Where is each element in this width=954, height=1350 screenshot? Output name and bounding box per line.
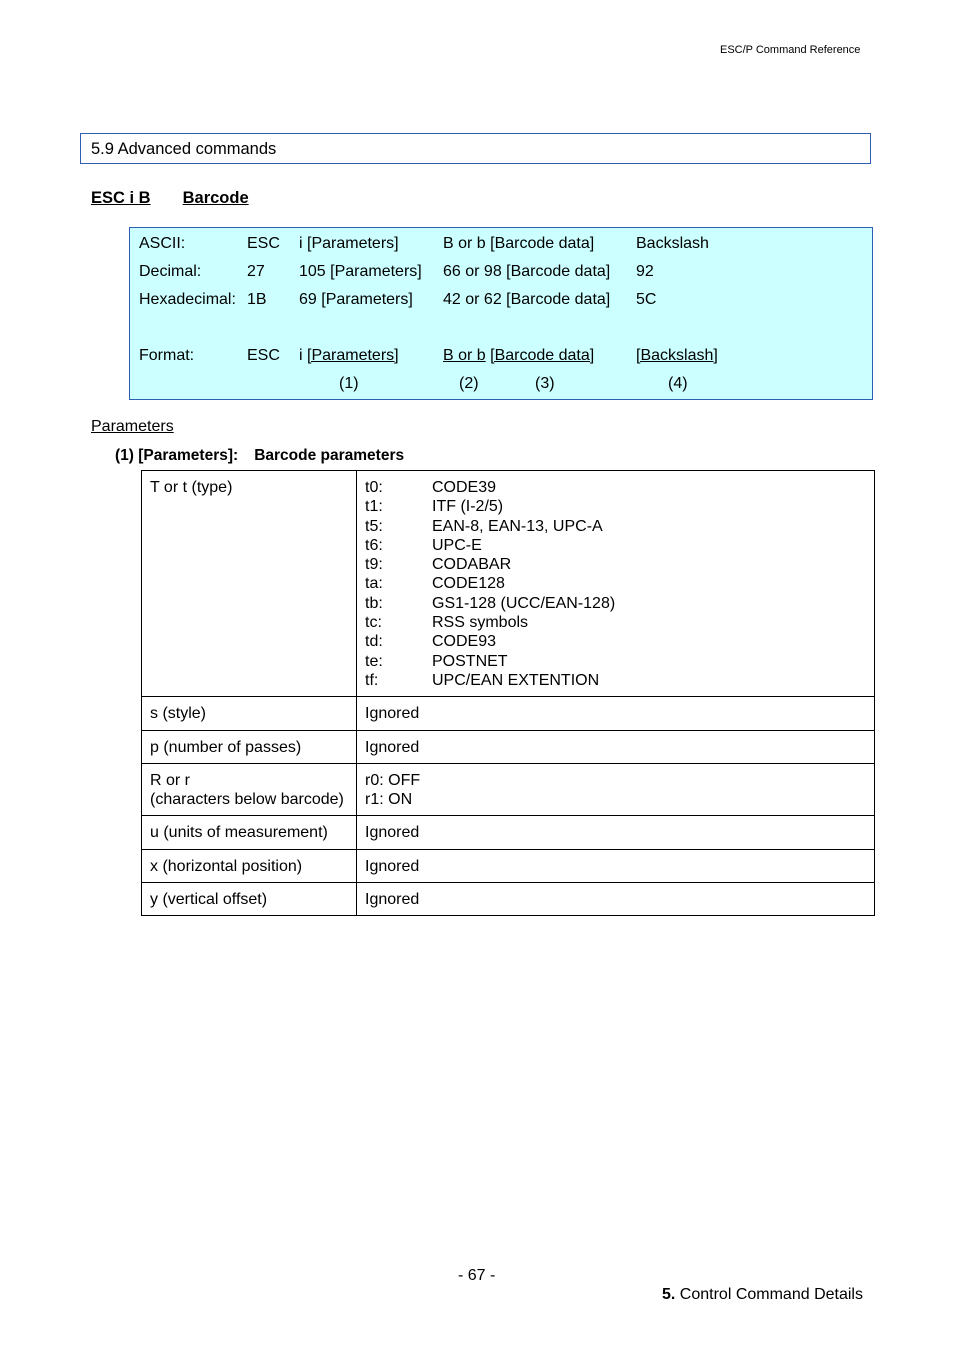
units-value: Ignored bbox=[357, 816, 875, 849]
units-label: u (units of measurement) bbox=[142, 816, 357, 849]
parameters-subheading-title: Barcode parameters bbox=[254, 447, 405, 464]
decimal-col1: 27 bbox=[247, 263, 265, 280]
footer-chapter-number: 5. bbox=[662, 1286, 676, 1303]
type-item: tb: GS1-128 (UCC/EAN-128) bbox=[365, 594, 616, 612]
format-col3 bbox=[443, 347, 594, 365]
type-label: T or t (type) bbox=[142, 471, 357, 697]
decimal-col2: 105 [Parameters] bbox=[299, 263, 422, 280]
format-col2 bbox=[299, 347, 399, 365]
table-row-chars-below bbox=[142, 763, 875, 816]
type-item: t5: EAN-8, EAN-13, UPC-A bbox=[365, 517, 603, 535]
marker-2: (2) bbox=[459, 375, 479, 392]
marker-3: (3) bbox=[535, 375, 555, 392]
table-row-horizontal-position bbox=[142, 849, 875, 882]
chars-below-label: R or r (characters below barcode) bbox=[142, 763, 357, 816]
decimal-col4: 92 bbox=[636, 263, 654, 280]
marker-4: (4) bbox=[668, 375, 688, 392]
passes-label: p (number of passes) bbox=[142, 730, 357, 763]
ascii-col3: B or b [Barcode data] bbox=[443, 235, 595, 252]
type-values bbox=[357, 471, 875, 697]
horizontal-position-value: Ignored bbox=[357, 849, 875, 882]
hex-col1: 1B bbox=[247, 291, 267, 308]
format-col3-barcode-data: [Barcode data] bbox=[490, 347, 595, 364]
footer-chapter-title: Control Command Details bbox=[679, 1286, 863, 1303]
ascii-col1: ESC bbox=[247, 235, 280, 252]
type-item: td: CODE93 bbox=[365, 633, 497, 651]
type-item: t9: CODABAR bbox=[365, 556, 512, 574]
type-item: ta: CODE128 bbox=[365, 575, 505, 593]
parameters-table bbox=[141, 470, 875, 916]
format-label: Format: bbox=[139, 347, 195, 364]
chars-below-value: r0: OFF r1: ON bbox=[357, 763, 875, 816]
table-row-style bbox=[142, 697, 875, 730]
parameters-subheading bbox=[115, 447, 404, 465]
hex-col2: 69 [Parameters] bbox=[299, 291, 413, 308]
horizontal-position-label: x (horizontal position) bbox=[142, 849, 357, 882]
header-doc-reference: ESC/P Command Reference bbox=[720, 44, 861, 56]
parameters-heading: Parameters bbox=[91, 418, 174, 435]
command-name: ESC i B bbox=[91, 189, 151, 207]
command-label: Barcode bbox=[182, 189, 249, 207]
type-item: tc: RSS symbols bbox=[365, 614, 529, 632]
table-row-type bbox=[142, 471, 875, 697]
ascii-col2: i [Parameters] bbox=[299, 235, 399, 252]
format-col3-b-or-b: B or b bbox=[443, 347, 486, 364]
type-item: t1: ITF (I-2/5) bbox=[365, 498, 504, 516]
type-item: tf: UPC/EAN EXTENTION bbox=[365, 671, 600, 689]
format-col2-params: [Parameters] bbox=[307, 347, 399, 364]
ascii-label: ASCII: bbox=[139, 235, 186, 252]
format-col1: ESC bbox=[247, 347, 280, 364]
ascii-col4: Backslash bbox=[636, 235, 709, 252]
section-title-box bbox=[80, 133, 871, 164]
hex-col3: 42 or 62 [Barcode data] bbox=[443, 291, 611, 308]
command-title bbox=[91, 189, 249, 208]
format-col4: [Backslash] bbox=[636, 347, 718, 364]
vertical-offset-value: Ignored bbox=[357, 883, 875, 916]
table-row-vertical-offset bbox=[142, 883, 875, 916]
passes-value: Ignored bbox=[357, 730, 875, 763]
marker-1: (1) bbox=[339, 375, 359, 392]
vertical-offset-label: y (vertical offset) bbox=[142, 883, 357, 916]
parameters-subheading-num: (1) [Parameters]: bbox=[115, 447, 239, 464]
footer-chapter bbox=[662, 1286, 863, 1304]
style-value: Ignored bbox=[357, 697, 875, 730]
decimal-label: Decimal: bbox=[139, 263, 202, 280]
table-row-units bbox=[142, 816, 875, 849]
format-col2-prefix: i bbox=[299, 347, 307, 364]
type-item: t0: CODE39 bbox=[365, 479, 497, 496]
hex-col4: 5C bbox=[636, 291, 657, 308]
table-row-passes bbox=[142, 730, 875, 763]
style-label: s (style) bbox=[142, 697, 357, 730]
hex-label: Hexadecimal: bbox=[139, 291, 236, 308]
command-code-box bbox=[129, 227, 873, 400]
type-item: t6: UPC-E bbox=[365, 536, 482, 554]
section-title: 5.9 Advanced commands bbox=[91, 140, 277, 158]
decimal-col3: 66 or 98 [Barcode data] bbox=[443, 263, 611, 280]
type-item: te: POSTNET bbox=[365, 652, 508, 670]
page-number: - 67 - bbox=[458, 1267, 496, 1284]
